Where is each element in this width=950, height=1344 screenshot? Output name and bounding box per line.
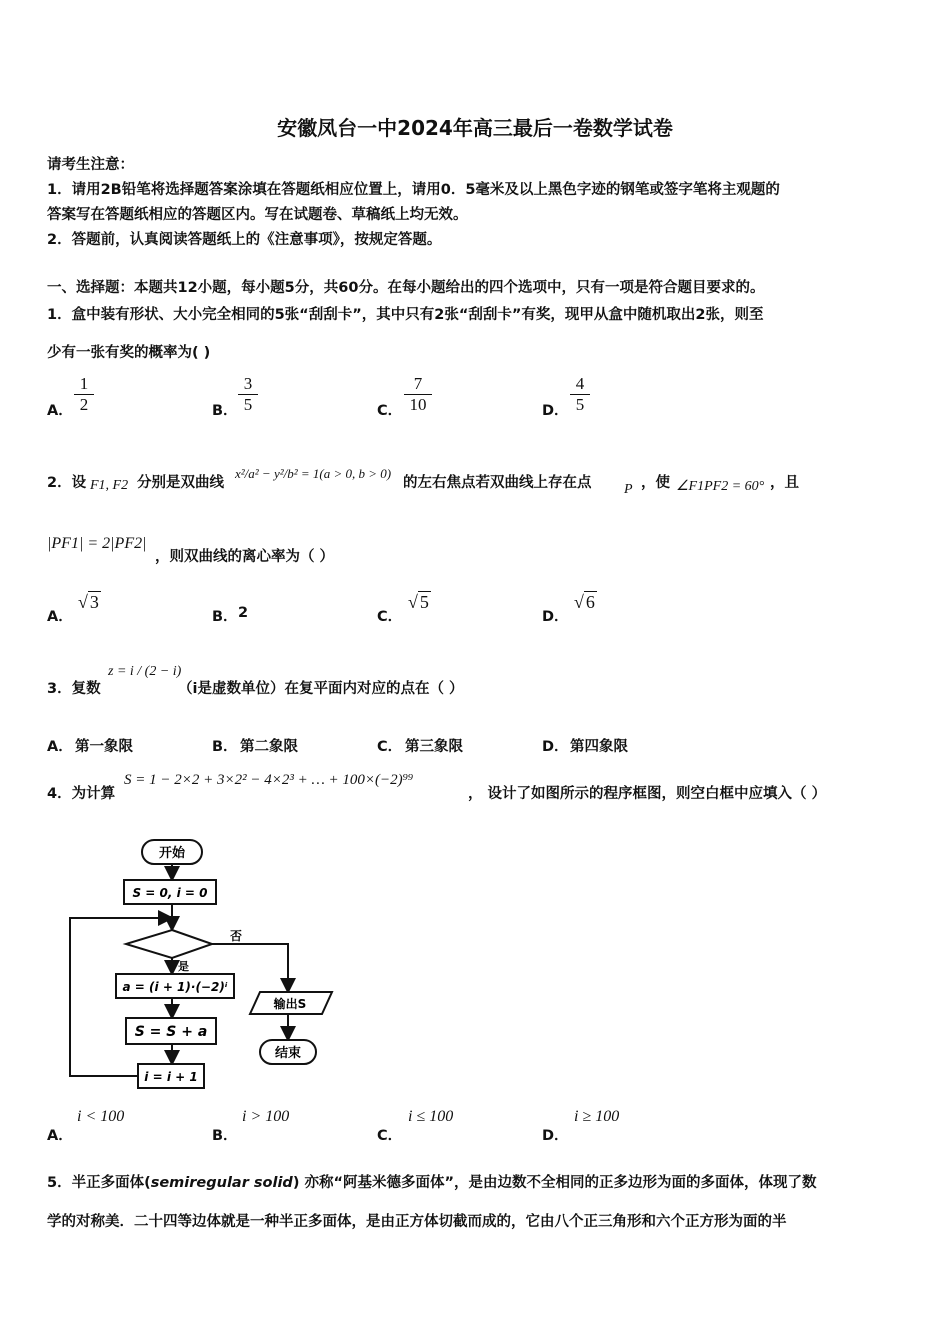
flow-step-a-label: a = (i + 1)·(−2)ⁱ [122,980,228,994]
denominator: 10 [409,395,427,414]
q3-option-a-label: A． [47,739,73,755]
numerator: 7 [413,374,423,393]
q1-option-d-fraction [570,374,590,415]
q3-option-c-label: C． [377,739,403,755]
q2-prefix: 2．设 [47,475,87,491]
q5-line-1-b: ) 亦称“阿基米德多面体”，是由边数不全相同的正多边形为面的多面体，体现了数 [292,1175,817,1191]
page-title: 安徽凤台一中2024年高三最后一卷数学试卷 [277,116,673,140]
q2-text-1: 分别是双曲线 [137,475,224,491]
numerator: 1 [79,374,89,393]
q2-option-b-value: 2 [238,605,249,621]
q2-option-d-label: D． [542,609,569,625]
q3-option-d-value: 第四象限 [570,739,628,755]
q4-option-d-value: i ≥ 100 [574,1108,620,1125]
q1-option-b-fraction [238,374,258,415]
q5-line-1-a: 5．半正多面体( [47,1175,151,1191]
q2-text-4: ，且 [770,475,799,491]
q2-option-d-sqrt: √ 6 [574,592,595,612]
q2-option-c-label: C． [377,609,403,625]
q3-option-b-label: B． [212,739,238,755]
q3-option-c-value: 第三象限 [405,739,463,755]
q3-prefix: 3．复数 [47,681,101,697]
q2-foci: F1, F2 [90,478,129,493]
radicand: 5 [419,592,429,612]
q4-option-b-label: B． [212,1128,238,1144]
q2-text-5: ，则双曲线的离心率为（ ） [155,549,335,565]
flow-no-label: 否 [230,929,243,943]
q5-line-2: 学的对称美．二十四等边体就是一种半正多面体，是由正方体切截而成的，它由八个正三角形和六个正方形为面的半 [47,1214,787,1230]
q4-option-a-label: A． [47,1128,73,1144]
numerator: 3 [243,374,253,393]
flow-decision-shape [126,930,212,958]
q5-term: semiregular solid [150,1175,293,1191]
q4-option-c-label: C． [377,1128,403,1144]
section-heading: 一、选择题：本题共12小题，每小题5分，共60分。在每小题给出的四个选项中，只有一项是符合题目要求的。 [47,280,765,296]
q2-angle: ∠F1PF2 = 60° [676,479,765,494]
flow-output-label: 输出S [273,997,307,1011]
program-flowchart [60,832,350,1094]
denominator: 5 [243,395,253,414]
q2-option-a-sqrt: √ 3 [78,592,99,612]
notice-item-1-line-2: 答案写在答题纸相应的答题区内。写在试题卷、草稿纸上均无效。 [47,207,468,223]
radicand: 3 [89,592,99,612]
q3-text: （i是虚数单位）在复平面内对应的点在（ ） [178,681,464,697]
notice-item-2: 2．答题前，认真阅读答题纸上的《注意事项》，按规定答题。 [47,232,442,248]
q2-text-2: 的左右焦点若双曲线上存在点 [403,475,592,491]
q4-text: ， 设计了如图所示的程序框图，则空白框中应填入（ ） [468,786,827,802]
q1-option-a-fraction [74,374,94,415]
q3-option-b-value: 第二象限 [240,739,298,755]
q2-text-3: ，使 [641,475,670,491]
q4-option-d-label: D． [542,1128,569,1144]
q5-line-1 [47,1171,817,1192]
q1-option-b-label: B． [212,403,238,419]
notice-item-1-line-1: 1．请用2B铅笔将选择题答案涂填在答题纸相应位置上，请用0．5毫米及以上黑色字迹的钢笔或签字笔将主观题的 [47,182,780,198]
q4-option-a-value: i < 100 [77,1108,125,1125]
notice-heading: 请考生注意： [47,157,134,173]
flow-start-label: 开始 [158,846,186,861]
q1-stem-line-2: 少有一张有奖的概率为( ) [47,345,211,361]
q3-option-a-value: 第一象限 [75,739,133,755]
numerator: 4 [575,374,585,393]
q1-stem-line-1: 1．盒中装有形状、大小完全相同的5张“刮刮卡”，其中只有2张“刮刮卡”有奖，现甲从盒中随机取出2张，则至 [47,307,764,323]
q4-option-b-value: i > 100 [242,1108,290,1125]
q2-option-c-sqrt: √ 5 [408,592,429,612]
q3-formula: z = i / (2 − i) [108,664,182,679]
q1-option-c-fraction [404,374,432,415]
q4-formula: S = 1 − 2×2 + 3×2² − 4×2³ + … + 100×(−2)⁹⁹ [124,772,414,788]
q1-option-c-label: C． [377,403,403,419]
q3-option-d-label: D． [542,739,569,755]
flow-step-s-label: S = S + a [134,1024,208,1040]
q2-option-a-label: A． [47,609,73,625]
radicand: 6 [585,592,595,612]
q4-prefix: 4．为计算 [47,786,116,802]
flow-yes-label: 是 [178,960,189,973]
denominator: 2 [79,395,89,414]
flow-init-label: S = 0, i = 0 [132,886,208,900]
q2-condition: |PF1| = 2|PF2| [47,535,147,552]
q4-option-c-value: i ≤ 100 [408,1108,454,1125]
flow-step-i-label: i = i + 1 [144,1070,198,1084]
q2-hyperbola-equation: x²/a² − y²/b² = 1(a > 0, b > 0) [235,466,392,481]
q2-point: P [624,482,633,497]
flow-end-label: 结束 [274,1046,302,1061]
q1-option-d-label: D． [542,403,569,419]
denominator: 5 [575,395,585,414]
q2-option-b-label: B． [212,609,238,625]
q1-option-a-label: A． [47,403,73,419]
